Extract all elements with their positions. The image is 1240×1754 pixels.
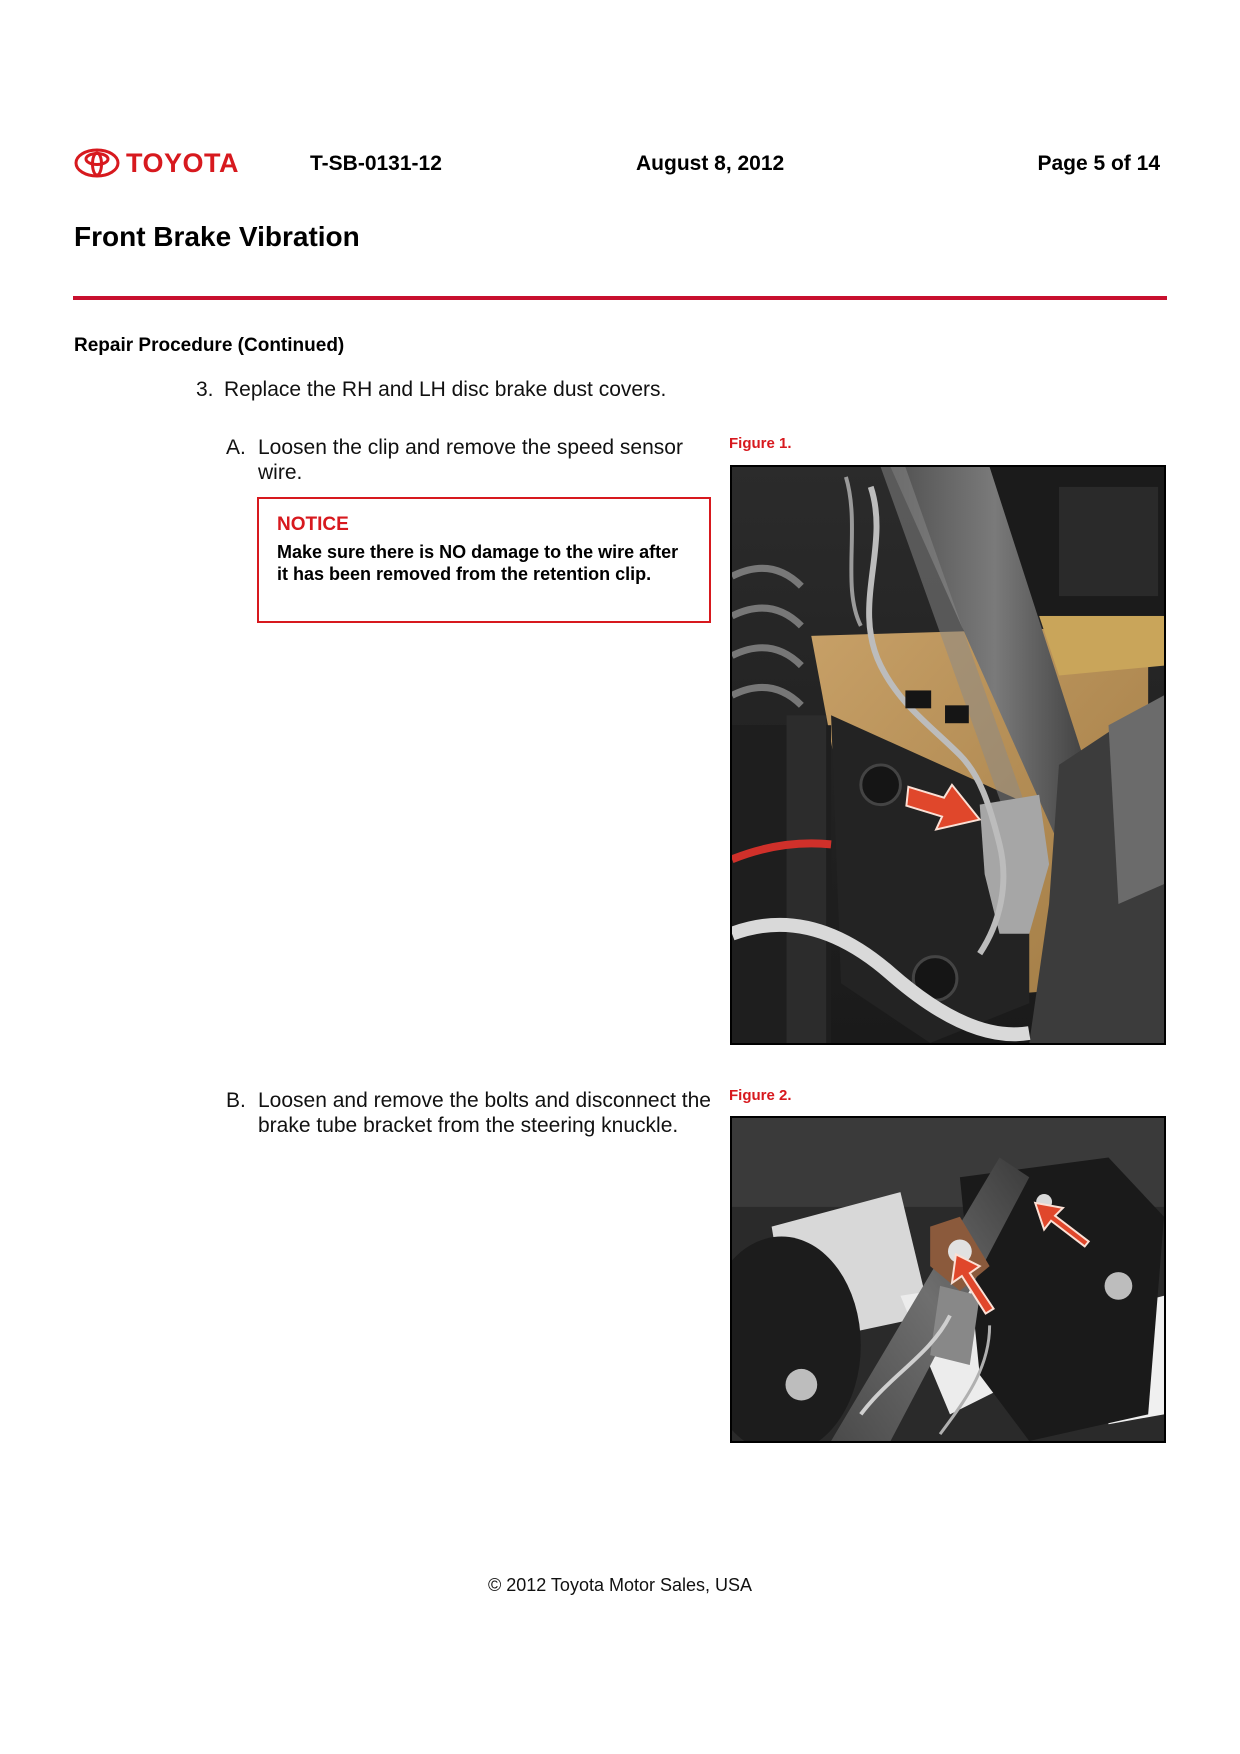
step-a [226, 435, 716, 485]
figure-1-label: Figure 1. [729, 435, 792, 452]
toyota-emblem-icon [74, 148, 120, 178]
bulletin-date: August 8, 2012 [636, 152, 785, 175]
figure-2-photo [730, 1116, 1166, 1443]
step-letter: B. [226, 1089, 246, 1112]
notice-text: Make sure there is NO damage to the wire after it has been removed from the retention clip. [277, 542, 679, 584]
figure-1-photo [730, 465, 1166, 1045]
step-number: 3. [196, 378, 214, 401]
page-title: Front Brake Vibration [74, 221, 360, 252]
step-text: Loosen the clip and remove the speed sensor wire. [258, 436, 683, 484]
step-letter: A. [226, 436, 246, 459]
toyota-logo [74, 146, 239, 180]
page-number: Page 5 of 14 [1037, 152, 1160, 175]
step-text: Loosen and remove the bolts and disconnect the brake tube bracket from the steering knuckle. [258, 1089, 711, 1137]
notice-box [257, 497, 711, 623]
brake-tube-bracket-photo [732, 1118, 1164, 1441]
notice-title: NOTICE [277, 514, 349, 535]
figure-2-label: Figure 2. [729, 1087, 792, 1104]
copyright-footer: © 2012 Toyota Motor Sales, USA [487, 1575, 753, 1595]
step-3 [196, 377, 666, 402]
step-text: Replace the RH and LH disc brake dust covers. [224, 378, 667, 401]
section-heading: Repair Procedure (Continued) [74, 335, 345, 356]
header-divider [73, 296, 1167, 300]
bulletin-number: T-SB-0131-12 [310, 152, 442, 175]
speed-sensor-wire-photo [732, 467, 1164, 1043]
brand-wordmark: TOYOTA [126, 148, 240, 178]
step-b [226, 1088, 716, 1138]
